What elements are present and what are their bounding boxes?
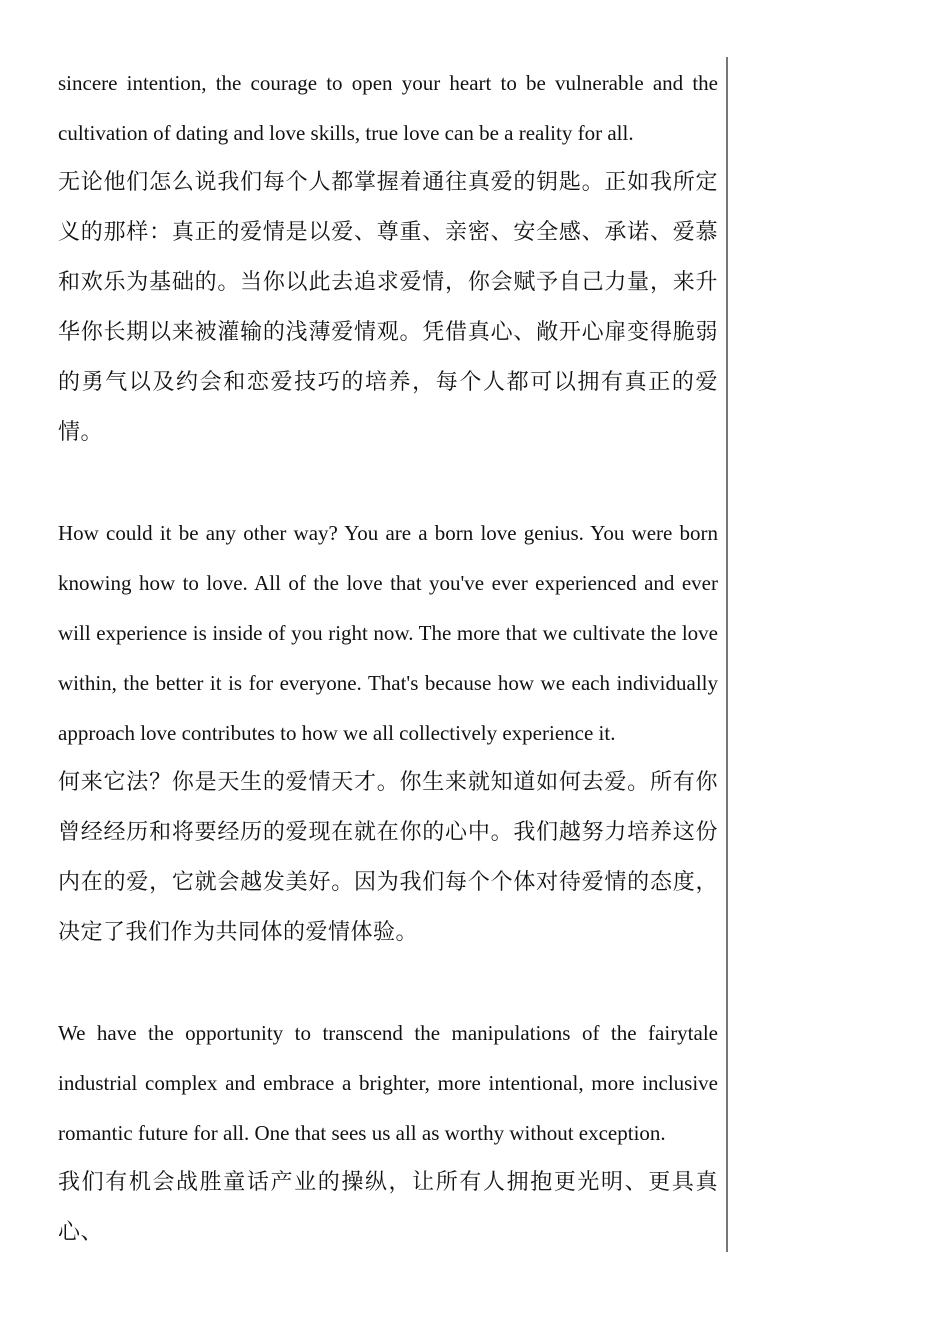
paragraph-zh-3: 我们有机会战胜童话产业的操纵，让所有人拥抱更光明、更具真心、: [58, 1170, 718, 1245]
right-margin-rule: [726, 57, 728, 1252]
paragraph-en-2: How could it be any other way? You are a born love genius. You were born knowing how to love. All of the love that you've ever experienced and ever will experience is inside of you right now. The more that we cultivate the love within, the better it is for everyone. That's because how we each individually approach love contributes to how we all collectively experience it.: [58, 521, 718, 745]
paragraph-spacer: [58, 958, 718, 1008]
paragraph-en-3: We have the opportunity to transcend the manipulations of the fairytale industrial complex and embrace a brighter, more intentional, more inclusive romantic future for all. One that sees us all as worthy without exception.: [58, 1021, 718, 1145]
paragraph-zh-2: 何来它法？你是天生的爱情天才。你生来就知道如何去爱。所有你曾经经历和将要经历的爱现在就在你的心中。我们越努力培养这份内在的爱，它就会越发美好。因为我们每个个体对待爱情的态度，决定了我们作为共同体的爱情体验。: [58, 770, 718, 945]
paragraph-spacer: [58, 458, 718, 508]
paragraph-zh-1: 无论他们怎么说我们每个人都掌握着通往真爱的钥匙。正如我所定义的那样：真正的爱情是以爱、尊重、亲密、安全感、承诺、爱慕和欢乐为基础的。当你以此去追求爱情，你会赋予自己力量，来升华你长期以来被灌输的浅薄爱情观。凭借真心、敞开心扉变得脆弱的勇气以及约会和恋爱技巧的培养，每个人都可以拥有真正的爱情。: [58, 170, 718, 445]
document-body: [58, 58, 718, 1258]
paragraph-en-1: sincere intention, the courage to open your heart to be vulnerable and the cultivation of dating and love skills, true love can be a reality for all.: [58, 71, 718, 145]
